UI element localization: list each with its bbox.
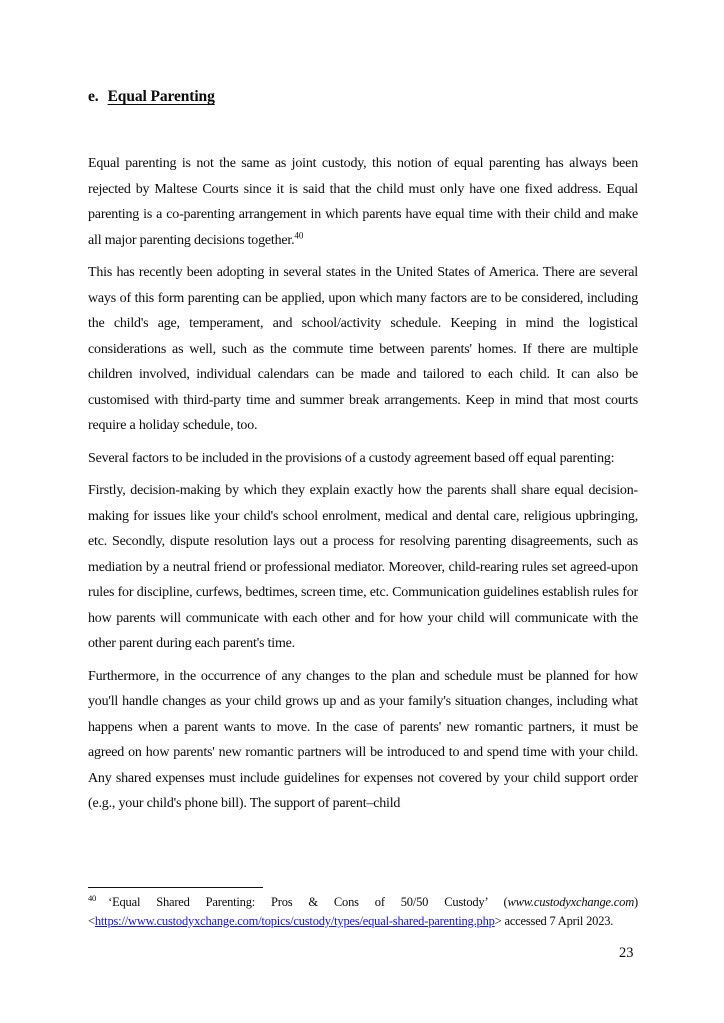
heading-title: Equal Parenting	[107, 88, 215, 105]
footnote-angle-close: >	[494, 913, 502, 928]
footnote-source: www.custodyxchange.com	[507, 895, 635, 910]
paragraph-changes-and-expenses: Furthermore, in the occurrence of any changes to the plan and schedule must be planned for how you'll handle changes as your child grows up and as your family's situation changes, including what happens when a parent wants to move. In the case of parents' new romantic partners, it must be agreed on how parents' new romantic partners will be introduced to and spend time with your child. Any shared expenses must include guidelines for expenses not covered by your child support order (e.g., your child's phone bill). The support of parent–child	[88, 668, 638, 811]
footnote-title: ‘Equal Shared Parenting: Pros & Cons of 50/50 Custody’ (	[108, 895, 508, 910]
footnote-angle-open: <	[88, 913, 95, 928]
section-heading	[88, 88, 638, 106]
paragraph-text: Equal parenting is not the same as joint custody, this notion of equal parenting has always been rejected by Maltese Courts since it is said that the child must only have one fixed address. Equal parenting is a co-parenting arrangement in which parents have equal time with their child and make all major parenting decisions together.	[88, 156, 638, 248]
footnote-number: 40	[88, 893, 97, 904]
footnote-area	[88, 887, 638, 930]
footnote-separator	[88, 887, 263, 888]
footnote	[88, 893, 638, 930]
heading-list-label: e.	[88, 88, 99, 105]
paragraph-us-adoption: This has recently been adopting in several states in the United States of America. There are several ways of this form parenting can be applied, upon which many factors are to be considered, including the child's age, temperament, and school/activity schedule. Keeping in mind the logistical considerations as well, such as the commute time between parents' homes. If there are multiple children involved, individual calendars can be made and tailored to each child. It can also be customised with third-party time and summer break arrangements. Keep in mind that most courts require a holiday schedule, too.	[88, 265, 638, 433]
footnote-close-paren: )	[634, 895, 638, 910]
paragraph-factors-lead-in: Several factors to be included in the provisions of a custody agreement based off equal parenting:	[88, 450, 615, 466]
paragraph-provisions-detail: Firstly, decision-making by which they explain exactly how the parents shall share equal decision-making for issues like your child's school enrolment, medical and dental care, religious upbringing, etc. Secondly, dispute resolution lays out a process for resolving parenting disagreements, such as mediation by a neutral friend or professional mediator. Moreover, child-rearing rules set agreed-upon rules for discipline, curfews, bedtimes, screen time, etc. Communication guidelines establish rules for how parents will communicate with each other and for how your child will communicate with the other parent during each parent's time.	[88, 483, 638, 651]
paragraph-equal-parenting-intro	[88, 151, 638, 253]
footnote-ref-marker: 40	[294, 229, 304, 240]
footnote-link[interactable]: https://www.custodyxchange.com/topics/custody/types/equal-shared-parenting.php	[94, 913, 495, 928]
footnote-accessed: accessed 7 April 2023.	[501, 913, 614, 928]
page-number: 23	[619, 945, 634, 961]
